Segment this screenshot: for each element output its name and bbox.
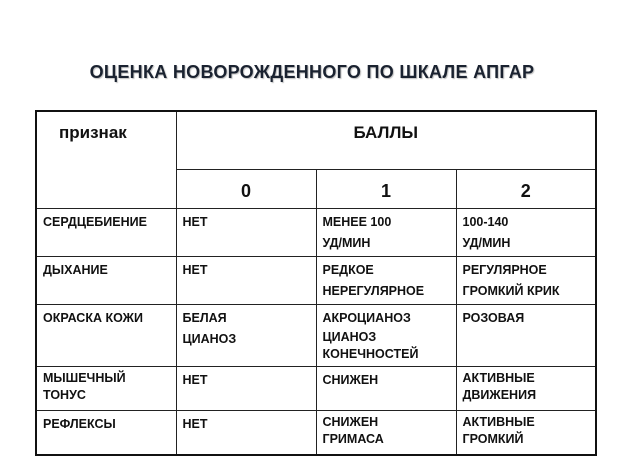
sign-cell <box>36 411 176 456</box>
table-row-muscle-tone <box>36 367 596 411</box>
score-1-header: 1 <box>316 170 456 209</box>
table-row-skin-color <box>36 305 596 367</box>
score-0-cell <box>176 411 316 456</box>
cell-text: АКТИВНЫЕ <box>462 371 535 385</box>
cell-text: ЦИАНОЗ <box>322 330 377 344</box>
cell-text: ГРОМКИЙ <box>462 432 524 446</box>
table-row-heart-rate <box>36 209 596 257</box>
score-0-cell <box>176 257 316 305</box>
table-row-reflexes <box>36 411 596 456</box>
table-header-row <box>36 111 596 170</box>
cell-text: СЕРДЦЕБИЕНИЕ <box>43 215 147 229</box>
score-1-cell <box>316 257 456 305</box>
sign-cell <box>36 367 176 411</box>
cell-text: ДЫХАНИЕ <box>43 263 108 277</box>
score-2-cell <box>456 209 596 257</box>
cell-text: УД/МИН <box>322 236 371 250</box>
cell-text: УД/МИН <box>462 236 511 250</box>
table-row-breathing <box>36 257 596 305</box>
score-1-cell <box>316 367 456 411</box>
cell-text: ГРИМАСА <box>322 432 384 446</box>
cell-text: НЕТ <box>182 215 208 229</box>
cell-text: СНИЖЕН <box>322 415 379 429</box>
score-2-cell <box>456 305 596 367</box>
score-0-cell <box>176 209 316 257</box>
cell-text: БЕЛАЯ <box>182 311 227 325</box>
cell-text: НЕТ <box>182 373 208 387</box>
score-1-cell <box>316 305 456 367</box>
sign-cell <box>36 209 176 257</box>
score-1-cell <box>316 411 456 456</box>
scores-column-header: БАЛЛЫ <box>176 111 596 170</box>
cell-text: РЕГУЛЯРНОЕ <box>462 263 547 277</box>
cell-text: НЕТ <box>182 417 208 431</box>
sign-cell <box>36 305 176 367</box>
cell-text: 100-140 <box>462 215 509 229</box>
score-2-cell <box>456 411 596 456</box>
cell-text: ТОНУС <box>43 388 86 402</box>
score-2-cell <box>456 257 596 305</box>
cell-text: МЫШЕЧНЫЙ <box>43 371 126 385</box>
cell-text: РОЗОВАЯ <box>462 311 525 325</box>
score-2-header: 2 <box>456 170 596 209</box>
cell-text: АКРОЦИАНОЗ <box>322 311 411 325</box>
page-title: ОЦЕНКА НОВОРОЖДЕННОГО ПО ШКАЛЕ АПГАР <box>89 62 535 82</box>
score-0-cell <box>176 305 316 367</box>
sign-column-header: признак <box>36 111 176 209</box>
score-1-cell <box>316 209 456 257</box>
cell-text: СНИЖЕН <box>322 373 379 387</box>
cell-text: КОНЕЧНОСТЕЙ <box>322 347 419 361</box>
score-2-cell <box>456 367 596 411</box>
cell-text: РЕФЛЕКСЫ <box>43 417 116 431</box>
cell-text: ГРОМКИЙ КРИК <box>462 284 560 298</box>
cell-text: НЕРЕГУЛЯРНОЕ <box>322 284 425 298</box>
score-0-cell <box>176 367 316 411</box>
cell-text: РЕДКОЕ <box>322 263 374 277</box>
cell-text: ДВИЖЕНИЯ <box>462 388 537 402</box>
score-0-header: 0 <box>176 170 316 209</box>
cell-text: ЦИАНОЗ <box>182 332 237 346</box>
cell-text: НЕТ <box>182 263 208 277</box>
cell-text: АКТИВНЫЕ <box>462 415 535 429</box>
sign-cell <box>36 257 176 305</box>
apgar-score-table <box>35 110 597 456</box>
cell-text: МЕНЕЕ 100 <box>322 215 392 229</box>
cell-text: ОКРАСКА КОЖИ <box>43 311 143 325</box>
